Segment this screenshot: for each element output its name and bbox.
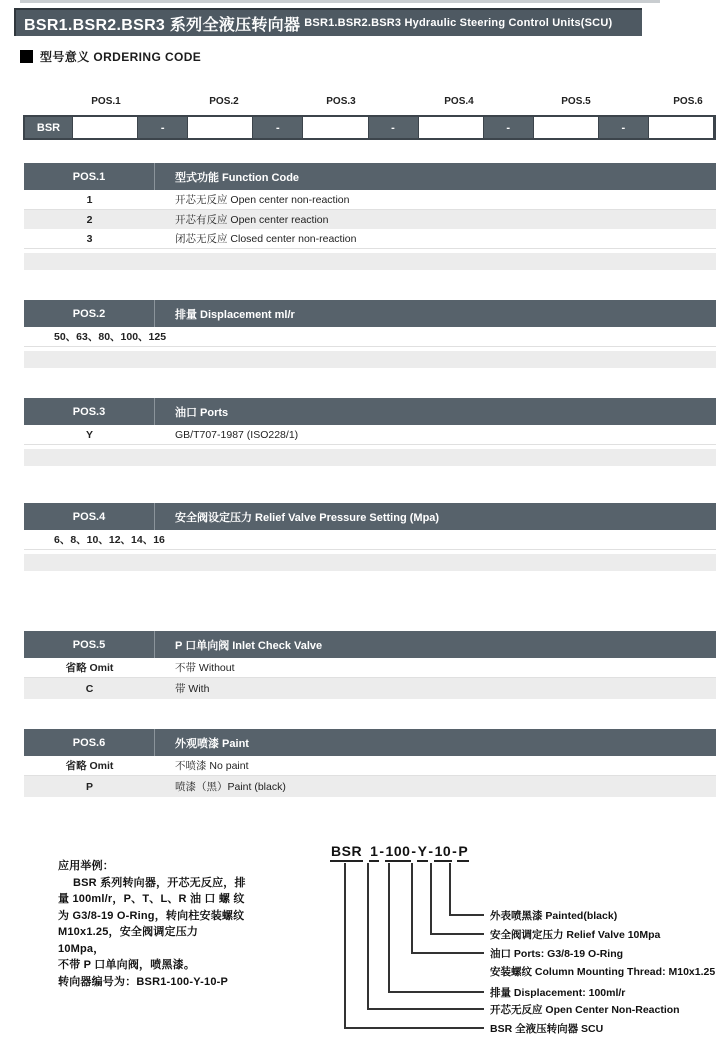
diagram-label-displacement: 排量 Displacement: 100ml/r	[490, 987, 626, 999]
pos6-table-header	[24, 729, 716, 756]
code-dash-cell: -	[369, 117, 418, 138]
row-desc: GB/T707-1987 (ISO228/1)	[175, 428, 299, 441]
code-separator: -	[428, 843, 434, 859]
row-desc: 开芯无反应 Open center non-reaction	[175, 194, 350, 206]
row-code: C	[85, 682, 94, 695]
pos4-header-title: 安全阀设定压力 Relief Valve Pressure Setting (Mpa)	[175, 511, 440, 524]
connector-function	[367, 1008, 484, 1010]
table-empty-row	[24, 253, 716, 270]
pos2-table	[24, 300, 716, 368]
diagram-label-paint: 外表喷黑漆 Painted(black)	[490, 910, 618, 922]
table-row	[24, 190, 716, 210]
code-blank-cell-pos2	[187, 117, 253, 138]
pos1-header-title: 型式功能 Function Code	[175, 171, 300, 184]
row-desc: 带 With	[175, 683, 210, 695]
table-empty-row	[24, 449, 716, 466]
pos5-header-title: P 口单向阀 Inlet Check Valve	[175, 639, 323, 652]
code-separator: -	[411, 843, 417, 859]
row-code: 省略 Omit	[65, 662, 114, 674]
pos5-header-code: POS.5	[24, 631, 155, 658]
pos2-header-code: POS.2	[24, 300, 155, 327]
pos1-label: POS.1	[91, 96, 121, 107]
pos2-table-header	[24, 300, 716, 327]
pos6-label: POS.6	[673, 96, 703, 107]
code-blank-cell-pos4	[418, 117, 484, 138]
table-row	[24, 530, 716, 550]
pos1-header-code: POS.1	[24, 163, 155, 190]
pos6-header-title: 外观喷漆 Paint	[175, 737, 249, 750]
diagram-label-function: 开芯无反应 Open Center Non-Reaction	[490, 1004, 680, 1016]
row-code: 2	[86, 213, 93, 226]
row-desc: 开芯有反应 Open center reaction	[175, 214, 329, 226]
connector-displacement	[388, 991, 484, 993]
pos4-header-code: POS.4	[24, 503, 155, 530]
pos3-table-header	[24, 398, 716, 425]
code-prefix-cell: BSR	[25, 117, 72, 138]
page-top-edge	[20, 0, 660, 3]
row-code: 省略 Omit	[65, 760, 114, 772]
application-example	[58, 858, 246, 990]
example-line: 量 100ml/r，P、T、L、R 油 口 螺 纹	[58, 893, 245, 905]
code-segment-pressure: 10	[434, 843, 453, 862]
pos3-label: POS.3	[326, 96, 356, 107]
row-code: P	[85, 780, 93, 793]
code-segment-paint: P	[457, 843, 469, 862]
table-row	[24, 425, 716, 445]
diagram-label-ports: 油口 Ports: G3/8-19 O-Ring	[490, 948, 624, 960]
table-empty-row	[24, 554, 716, 571]
code-blank-cell-pos1	[72, 117, 138, 138]
connector-bsr	[344, 1027, 484, 1029]
code-segment-displacement: 100	[385, 843, 412, 862]
row-desc: 喷漆（黑）Paint (black)	[175, 781, 286, 793]
pos6-header-code: POS.6	[24, 729, 155, 756]
code-blank-cell-pos6	[648, 117, 714, 138]
page-title-chinese: BSR1.BSR2.BSR3 系列全液压转向器	[24, 16, 301, 34]
table-empty-row	[24, 351, 716, 368]
connector-pressure	[430, 933, 484, 935]
code-segment-prefix: BSR	[330, 843, 363, 862]
example-line: 不带 P 口单向阀，喷黑漆。	[58, 959, 196, 971]
row-desc: 闭芯无反应 Closed center non-reaction	[175, 233, 357, 245]
row-code: 3	[86, 232, 93, 245]
pos1-table	[24, 163, 716, 270]
leader-line-paint	[449, 863, 451, 916]
ordering-code-heading	[20, 48, 201, 64]
row-desc: 不带 Without	[175, 662, 235, 674]
code-separator: -	[379, 843, 385, 859]
page-title-english: BSR1.BSR2.BSR3 Hydraulic Steering Control Units(SCU)	[304, 17, 613, 29]
table-row	[24, 229, 716, 249]
connector-paint	[449, 914, 484, 916]
row-code: 1	[86, 193, 93, 206]
example-line: 转向器编号为：BSR1-100-Y-10-P	[58, 975, 229, 988]
pos4-label: POS.4	[444, 96, 474, 107]
example-line: 为 G3/8-19 O-Ring，转向柱安装螺纹	[58, 909, 245, 922]
example-code-string	[330, 843, 469, 859]
code-segment-function: 1	[369, 843, 379, 862]
pos2-label: POS.2	[209, 96, 239, 107]
leader-line-ports	[411, 863, 413, 954]
row-values: 6、8、10、12、14、16	[54, 534, 165, 546]
code-separator: -	[452, 843, 458, 859]
example-line: BSR 系列转向器，开芯无反应，排	[73, 876, 246, 889]
pos5-table	[24, 631, 716, 699]
pos3-header-title: 油口 Ports	[175, 406, 229, 419]
pos3-header-code: POS.3	[24, 398, 155, 425]
pos-labels-row	[0, 96, 719, 108]
black-square-bullet-icon	[20, 50, 33, 63]
code-segment-ports: Y	[417, 843, 429, 862]
code-blank-cell-pos5	[533, 117, 599, 138]
pos5-label: POS.5	[561, 96, 591, 107]
page-title-bar	[14, 8, 642, 36]
table-row	[24, 327, 716, 347]
pos6-table	[24, 729, 716, 797]
pos4-table	[24, 503, 716, 571]
table-row	[24, 658, 716, 678]
row-desc: 不喷漆 No paint	[175, 760, 249, 772]
ordering-code-strip	[23, 115, 716, 140]
example-line: 应用举例：	[58, 860, 114, 872]
pos1-table-header	[24, 163, 716, 190]
code-dash-cell: -	[253, 117, 302, 138]
leader-line-bsr	[344, 863, 346, 1029]
code-dash-cell: -	[484, 117, 533, 138]
pos5-table-header	[24, 631, 716, 658]
example-line: M10x1.25，安全阀调定压力 10Mpa，	[58, 926, 199, 955]
diagram-label-relief-valve: 安全阀调定压力 Relief Valve 10Mpa	[490, 929, 661, 941]
row-values: 50、63、80、100、125	[54, 331, 167, 343]
table-row	[24, 756, 716, 776]
diagram-label-scu: BSR 全液压转向器 SCU	[490, 1023, 604, 1035]
code-dash-cell: -	[138, 117, 187, 138]
code-blank-cell-pos3	[302, 117, 368, 138]
leader-line-function	[367, 863, 369, 1010]
pos2-header-title: 排量 Displacement ml/r	[175, 308, 295, 321]
table-row	[24, 776, 716, 797]
code-dash-cell: -	[599, 117, 648, 138]
leader-line-displacement	[388, 863, 390, 993]
ordering-code-heading-text: 型号意义 ORDERING CODE	[40, 49, 202, 64]
leader-line-pressure	[430, 863, 432, 935]
row-code: Y	[85, 428, 93, 441]
pos3-table	[24, 398, 716, 466]
table-row	[24, 210, 716, 229]
table-row	[24, 678, 716, 699]
connector-ports	[411, 952, 484, 954]
pos4-table-header	[24, 503, 716, 530]
diagram-label-mounting-thread: 安装螺纹 Column Mounting Thread: M10x1.25	[490, 966, 716, 978]
